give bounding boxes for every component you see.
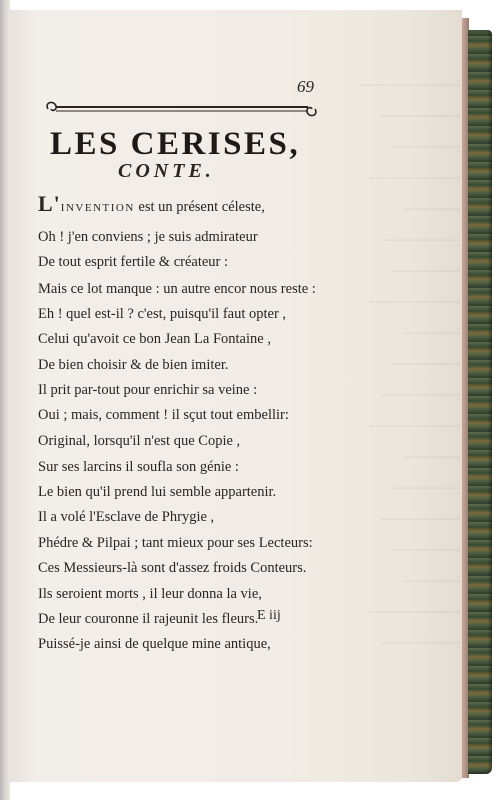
poem-line: Phédre & Pilpai ; tant mieux pour ses Lecteurs: (38, 535, 313, 551)
poem-line: Il a volé l'Esclave de Phrygie , (38, 509, 215, 525)
poem-line: De leur couronne il rajeunit les fleurs. (38, 611, 259, 627)
poem-line: Original, lorsqu'il n'est que Copie , (38, 433, 241, 449)
poem-line: Mais ce lot manque : un autre encor nous reste : (38, 281, 316, 297)
previous-page-sliver (0, 0, 10, 800)
poem-line: Ces Messieurs-là sont d'assez froids Conteurs. (38, 560, 307, 576)
poem-line: Puissé-je ainsi de quelque mine antique, (38, 636, 271, 652)
book-cover-spine (468, 30, 492, 774)
poem-line: Sur ses larcins il soufla son génie : (38, 459, 239, 475)
poem-line: Ils seroient morts , il leur donna la vie, (38, 586, 262, 602)
bleed-through-texture: ───────── ─────── ────── ──────── ───── ─────── ────── ──────── ───── ────── ─────── ──────── ───── ────── ─────── ────── ───── ──────── ─────── (357, 77, 460, 652)
poem-line: Oh ! j'en conviens ; je suis admirateur (38, 229, 258, 245)
poem-line: Il prit par-tout pour enrichir sa veine : (38, 382, 258, 398)
poem-line: De bien choisir & de bien imiter. (38, 357, 229, 373)
page-subtitle: CONTE. (118, 160, 215, 182)
poem-line: Oui ; mais, comment ! il sçut tout embellir: (38, 407, 289, 423)
poem-line: De tout esprit fertile & créateur : (38, 254, 229, 270)
poem-line (38, 191, 265, 217)
drop-cap: L' (38, 191, 61, 216)
small-caps-word: INVENTION (60, 202, 135, 214)
decorative-rule (42, 98, 321, 120)
poem-line: Eh ! quel est-il ? c'est, puisqu'il faut opter , (38, 306, 287, 322)
page-number: 69 (297, 77, 314, 96)
poem-line: Le bien qu'il prend lui semble appartenir. (38, 484, 277, 500)
page-title: LES CERISES, (50, 126, 301, 162)
signature-mark: E iij (257, 608, 281, 623)
poem-line-text: est un présent céleste, (134, 199, 265, 215)
poem-line: Celui qu'avoit ce bon Jean La Fontaine , (38, 331, 271, 347)
